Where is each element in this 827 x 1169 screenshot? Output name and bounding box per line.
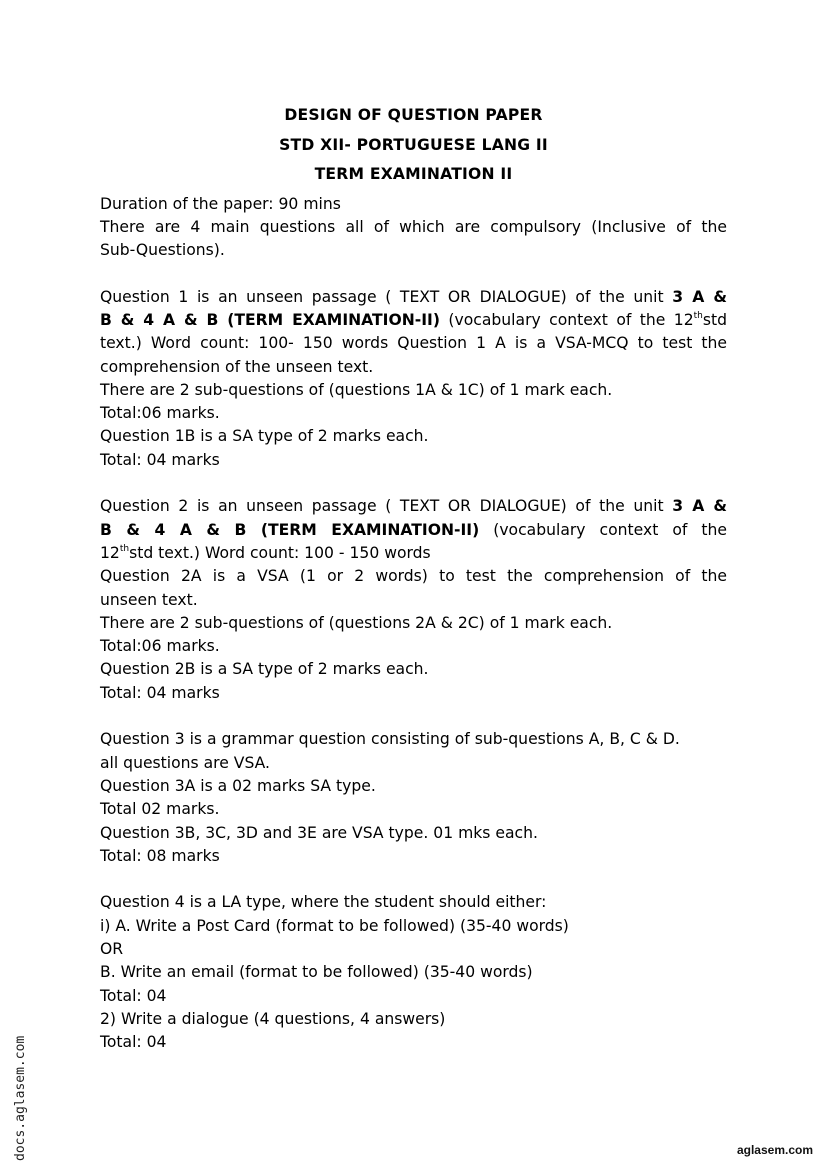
q3-line-1: Question 3 is a grammar question consisting of sub-questions A, B, C & D. [100,730,680,749]
q2-line-9: Total: 04 marks [100,683,220,702]
q1-line-6: Total:06 marks. [100,404,220,423]
main-questions-text-cont: Sub-Questions). [100,241,225,260]
q3-line-4: Total 02 marks. [100,800,220,819]
q1-line-3: text.) Word count: 100- 150 words Question 1 A is a VSA-MCQ to test the [100,334,727,353]
q3-line-6: Total: 08 marks [100,846,220,865]
main-questions-text: There are 4 main questions all of which are compulsory (Inclusive of the [100,217,727,236]
q1-line-2: B & 4 A & B (TERM EXAMINATION-II) (vocabulary context of the 12thstd [100,310,727,329]
exam-title: TERM EXAMINATION II [314,165,513,183]
q2-line-3: 12thstd text.) Word count: 100 - 150 words [100,543,431,562]
document-body [100,101,727,1054]
q1-line-8: Total: 04 marks [100,450,220,469]
q1-line-7: Question 1B is a SA type of 2 marks each. [100,427,429,446]
document-title: DESIGN OF QUESTION PAPER [284,106,543,124]
q4-line-1: Question 4 is a LA type, where the student should either: [100,893,547,912]
q1-line-5: There are 2 sub-questions of (questions 1A & 1C) of 1 mark each. [100,380,613,399]
question-4-section [100,891,727,1054]
q2-line-5: unseen text. [100,590,198,609]
q3-line-2: all questions are VSA. [100,753,271,772]
q4-line-6: 2) Write a dialogue (4 questions, 4 answers) [100,1009,446,1028]
side-watermark: docs.aglasem.com [13,1035,28,1161]
q2-line-2: B & 4 A & B (TERM EXAMINATION-II) (vocabulary context of the [100,520,727,539]
intro-section [100,193,727,263]
footer-brand: aglasem.com [736,1143,813,1157]
duration-text: Duration of the paper: 90 mins [100,194,341,213]
q2-line-1: Question 2 is an unseen passage ( TEXT OR DIALOGUE) of the unit 3 A & [100,497,727,516]
q2-line-7: Total:06 marks. [100,637,220,656]
q2-line-6: There are 2 sub-questions of (questions 2A & 2C) of 1 mark each. [100,613,613,632]
question-3-section [100,728,727,868]
document-subtitle: STD XII- PORTUGUESE LANG II [279,135,548,154]
q3-line-3: Question 3A is a 02 marks SA type. [100,776,376,795]
question-2-section [100,495,727,705]
q1-line-4: comprehension of the unseen text. [100,357,374,376]
q4-line-5: Total: 04 [100,986,167,1005]
q4-line-2: i) A. Write a Post Card (format to be followed) (35-40 words) [100,916,569,935]
question-1-section [100,286,727,472]
q1-line-1: Question 1 is an unseen passage ( TEXT OR DIALOGUE) of the unit 3 A & [100,287,727,306]
q2-line-8: Question 2B is a SA type of 2 marks each. [100,660,429,679]
q4-line-7: Total: 04 [100,1033,167,1052]
q4-line-3: OR [100,940,124,958]
q4-line-4: B. Write an email (format to be followed) (35-40 words) [100,963,533,982]
q2-line-4: Question 2A is a VSA (1 or 2 words) to test the comprehension of the [100,567,727,586]
q3-line-5: Question 3B, 3C, 3D and 3E are VSA type. 01 mks each. [100,823,538,842]
